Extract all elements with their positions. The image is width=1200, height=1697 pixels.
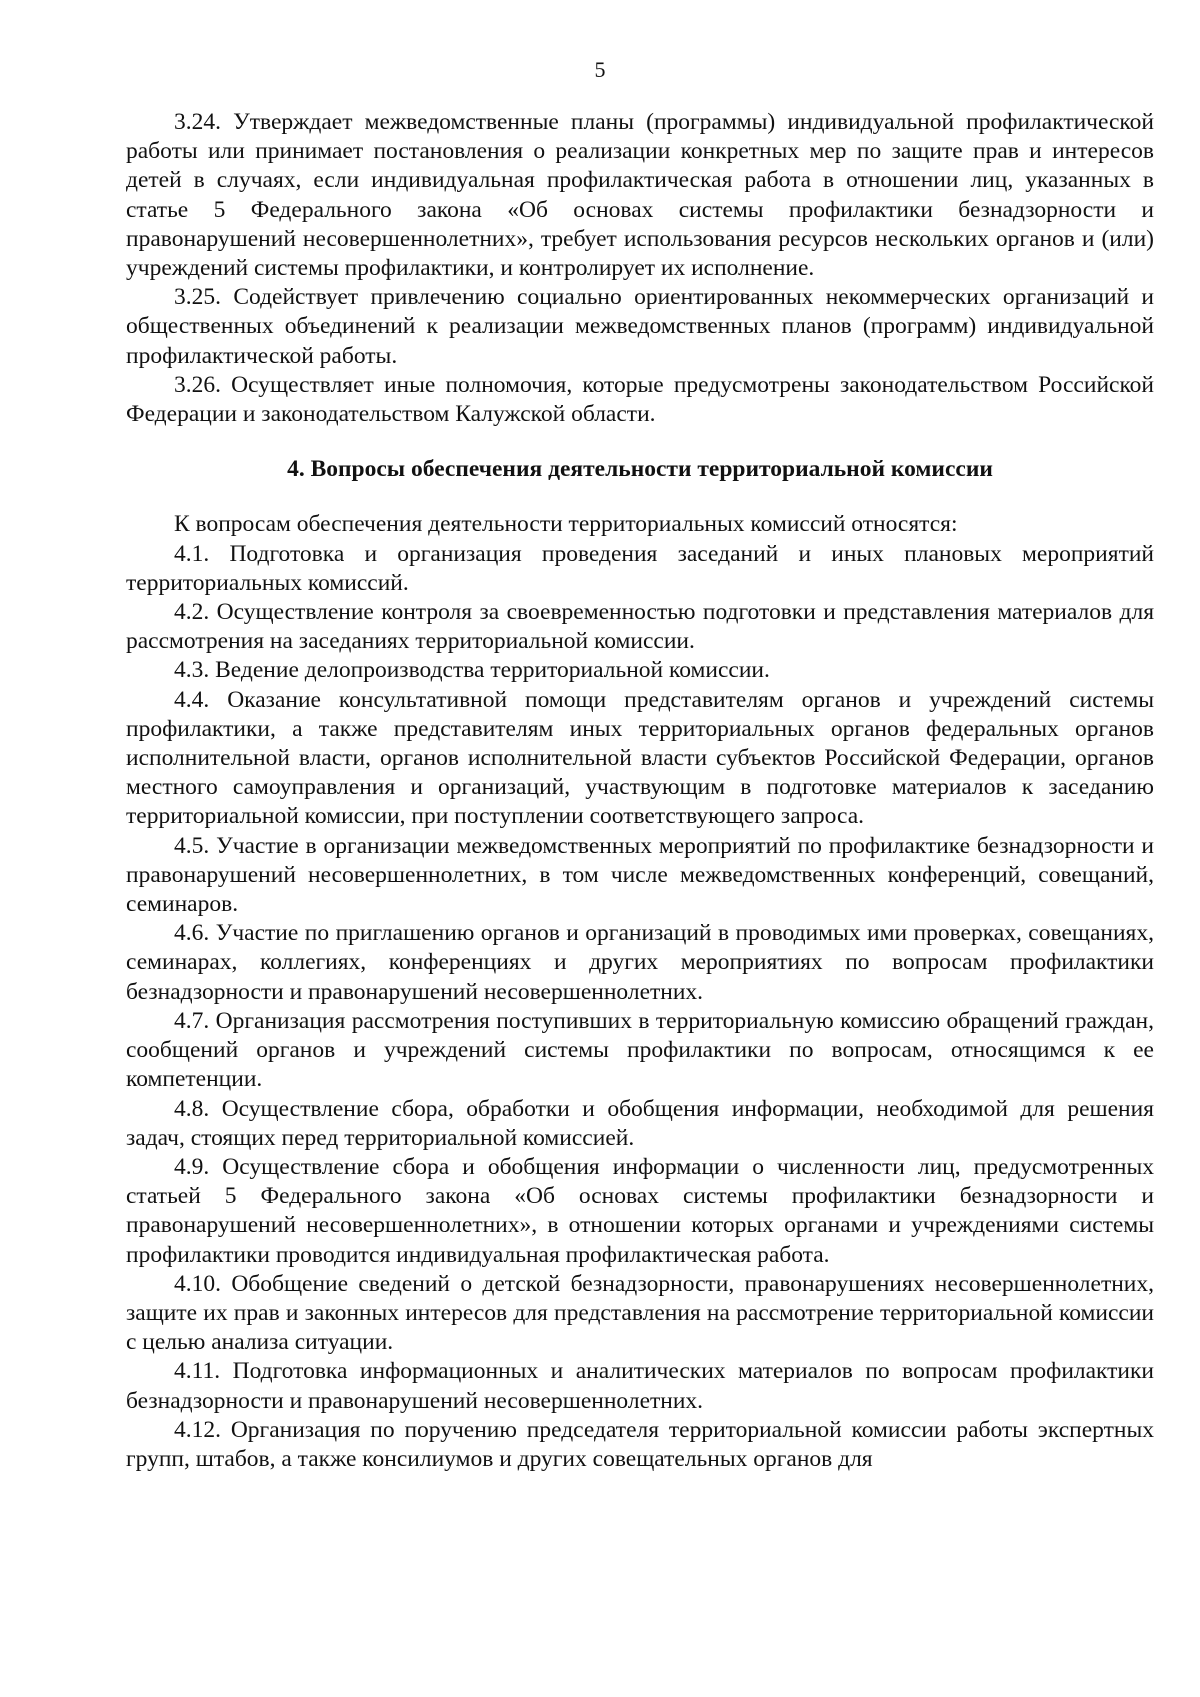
paragraph-4-2: 4.2. Осуществление контроля за своевременностью подготовки и представления материалов для рассмотрения на заседаниях территориальной комиссии. (126, 599, 1154, 655)
document-body (126, 108, 1154, 1474)
paragraph-4-10: 4.10. Обобщение сведений о детской безнадзорности, правонарушениях несовершеннолетних, защите их прав и законных интересов для представления на рассмотрение территориальной комиссии с целью анализа ситуации. (126, 1270, 1154, 1356)
paragraph-4-5: 4.5. Участие в организации межведомственных мероприятий по профилактике безнадзорности и правонарушений несовершеннолетних, в том числе межведомственных конференций, совещаний, семинаров. (126, 832, 1154, 918)
paragraph-4-8: 4.8. Осуществление сбора, обработки и обобщения информации, необходимой для решения задач, стоящих перед территориальной комиссией. (126, 1095, 1154, 1151)
paragraph-4-6: 4.6. Участие по приглашению органов и организаций в проводимых ими проверках, совещаниях, семинарах, коллегиях, конференциях и других мероприятиях по вопросам профилактики безнадзорности и правонарушений несовершеннолетних. (126, 920, 1154, 1005)
paragraph-4-4: 4.4. Оказание консультативной помощи представителям органов и учреждений системы профилактики, а также представителям иных территориальных органов федеральных органов исполнительной власти, органов исполнительной власти субъектов Российской Федерации, органов местного самоуправления и организаций, участвующим в подготовке материалов к заседанию территориальной комиссии, при поступлении соответствующего запроса. (126, 686, 1154, 830)
paragraph-3-26: 3.26. Осуществляет иные полномочия, которые предусмотрены законодательством Российской Федерации и законодательством Калужской области. (126, 371, 1154, 428)
section-4-heading: 4. Вопросы обеспечения деятельности территориальной комиссии (287, 456, 993, 483)
paragraph-3-24: 3.24. Утверждает межведомственные планы (программы) индивидуальной профилактической работы или принимает постановления о реализации конкретных мер по защите прав и интересов детей в случаях, если индивидуальная профилактическая работа в отношении лиц, указанных в статье 5 Федерального закона «Об основах системы профилактики безнадзорности и правонарушений несовершеннолетних», требует использования ресурсов нескольких органов и (или) учреждений системы профилактики, и контролирует их исполнение. (126, 109, 1154, 282)
paragraph-4-1: 4.1. Подготовка и организация проведения заседаний и иных плановых мероприятий территориальных комиссий. (126, 540, 1154, 596)
section-4-intro: К вопросам обеспечения деятельности территориальных комиссий относятся: (174, 511, 958, 538)
paragraph-4-3: 4.3. Ведение делопроизводства территориальной комиссии. (174, 657, 770, 684)
paragraph-3-25: 3.25. Содействует привлечению социально ориентированных некоммерческих организаций и общественных объединений к реализации межведомственных планов (программ) индивидуальной профилактической работы. (126, 284, 1154, 369)
paragraph-4-12: 4.12. Организация по поручению председателя территориальной комиссии работы экспертных групп, штабов, а также консилиумов и других совещательных органов для (126, 1416, 1154, 1472)
paragraph-4-7: 4.7. Организация рассмотрения поступивших в территориальную комиссию обращений граждан, сообщений органов и учреждений системы профилактики по вопросам, относящимся к ее компетенции. (126, 1007, 1154, 1093)
paragraph-4-9: 4.9. Осуществление сбора и обобщения информации о численности лиц, предусмотренных статьей 5 Федерального закона «Об основах системы профилактики безнадзорности и правонарушений несовершеннолетних», в отношении которых органами и учреждениями системы профилактики проводится индивидуальная профилактическая работа. (126, 1153, 1154, 1268)
paragraph-4-11: 4.11. Подготовка информационных и аналитических материалов по вопросам профилактики безнадзорности и правонарушений несовершеннолетних. (126, 1358, 1154, 1414)
page-number: 5 (594, 57, 606, 82)
